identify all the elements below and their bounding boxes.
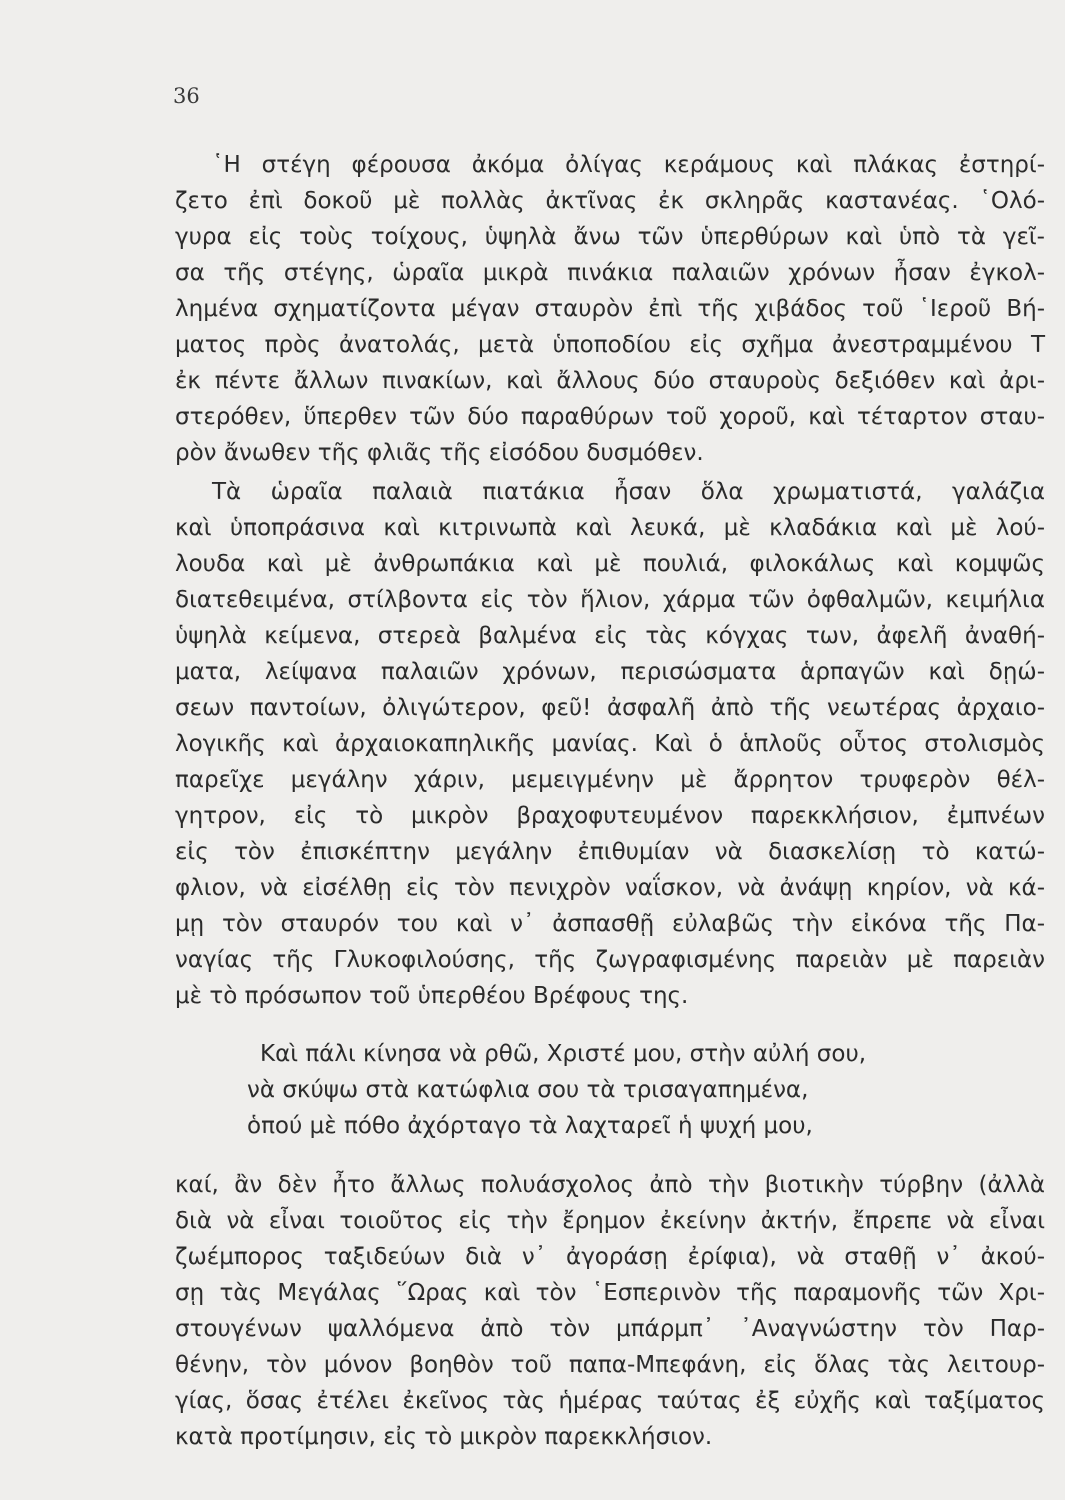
text-line: λογικῆς καὶ ἀρχαιοκαπηλικῆς μανίας. Καὶ ὁ ἁπλοῦς οὗτος στολισμὸς xyxy=(175,731,1045,757)
text-line: καί, ἂν δὲν ἦτο ἄλλως πολυάσχολος ἀπὸ τὴν βιοτικὴν τύρβην (ἀλλὰ xyxy=(175,1172,1045,1198)
text-line: ζωέμπορος ταξιδεύων διὰ ν᾿ ἀγοράσῃ ἐρίφια), νὰ σταθῇ ν᾿ ἀκού- xyxy=(175,1244,1045,1270)
verse-line: ὁπού μὲ πόθο ἀχόρταγο τὰ λαχταρεῖ ἡ ψυχή μου, xyxy=(247,1113,813,1139)
text-line: γητρον, εἰς τὸ μικρὸν βραχοφυτευμένον παρεκκλήσιον, ἐμπνέων xyxy=(175,803,1045,829)
text-line: θένην, τὸν μόνον βοηθὸν τοῦ παπα-Μπεφάνη, εἰς ὅλας τὰς λειτουρ- xyxy=(175,1352,1045,1378)
text-line: ὑψηλὰ κείμενα, στερεὰ βαλμένα εἰς τὰς κόγχας των, ἀφελῆ ἀναθή- xyxy=(175,623,1045,649)
text-line: φλιον, νὰ εἰσέλθῃ εἰς τὸν πενιχρὸν ναΐσκον, νὰ ἀνάψῃ κηρίον, νὰ κά- xyxy=(175,875,1045,901)
text-line: σα τῆς στέγης, ὡραῖα μικρὰ πινάκια παλαιῶν χρόνων ἦσαν ἐγκολ- xyxy=(175,260,1045,286)
text-line: παρεῖχε μεγάλην χάριν, μεμειγμένην μὲ ἄρρητον τρυφερὸν θέλ- xyxy=(175,767,1045,793)
text-line: στερόθεν, ὕπερθεν τῶν δύο παραθύρων τοῦ χοροῦ, καὶ τέταρτον σταυ- xyxy=(175,404,1045,430)
verse-line: Καὶ πάλι κίνησα νὰ ρθῶ, Χριστέ μου, στὴν αὐλή σου, xyxy=(260,1041,867,1067)
text-line: Τὰ ὡραῖα παλαιὰ πιατάκια ἦσαν ὅλα χρωματιστά, γαλάζια xyxy=(212,479,1045,505)
text-line: μῃ τὸν σταυρόν του καὶ ν᾿ ἀσπασθῇ εὐλαβῶς τὴν εἰκόνα τῆς Πα- xyxy=(175,911,1045,937)
text-line: ναγίας τῆς Γλυκοφιλούσης, τῆς ζωγραφισμένης παρειὰν μὲ παρειὰν xyxy=(175,947,1045,973)
text-line: διατεθειμένα, στίλβοντα εἰς τὸν ἥλιον, χάρμα τῶν ὀφθαλμῶν, κειμήλια xyxy=(175,587,1045,613)
text-line: ζετο ἐπὶ δοκοῦ μὲ πολλὰς ἀκτῖνας ἐκ σκληρᾶς καστανέας. ῾Ολό- xyxy=(175,188,1045,214)
text-line: κατὰ προτίμησιν, εἰς τὸ μικρὸν παρεκκλήσιον. xyxy=(175,1424,713,1450)
text-line: διὰ νὰ εἶναι τοιοῦτος εἰς τὴν ἔρημον ἐκείνην ἀκτήν, ἔπρεπε νὰ εἶναι xyxy=(175,1208,1045,1234)
text-line: γίας, ὅσας ἐτέλει ἐκεῖνος τὰς ἡμέρας ταύτας ἐξ εὐχῆς καὶ ταξίματος xyxy=(175,1388,1045,1414)
text-line: λημένα σχηματίζοντα μέγαν σταυρὸν ἐπὶ τῆς χιβάδος τοῦ ῾Ιεροῦ Βή- xyxy=(175,296,1045,322)
text-line: σῃ τὰς Μεγάλας ῞Ωρας καὶ τὸν ῾Εσπερινὸν τῆς παραμονῆς τῶν Χρι- xyxy=(175,1280,1045,1306)
text-line: εἰς τὸν ἐπισκέπτην μεγάλην ἐπιθυμίαν νὰ διασκελίσῃ τὸ κατώ- xyxy=(175,839,1045,865)
text-line: ρὸν ἄνωθεν τῆς φλιᾶς τῆς εἰσόδου δυσμόθεν. xyxy=(175,440,704,466)
text-line: μὲ τὸ πρόσωπον τοῦ ὑπερθέου Βρέφους της. xyxy=(175,983,689,1009)
verse-line: νὰ σκύψω στὰ κατώφλια σου τὰ τρισαγαπημένα, xyxy=(247,1077,809,1103)
text-line: καὶ ὑποπράσινα καὶ κιτρινωπὰ καὶ λευκά, μὲ κλαδάκια καὶ μὲ λού- xyxy=(175,515,1045,541)
text-line: ματα, λείψανα παλαιῶν χρόνων, περισώσματα ἁρπαγῶν καὶ δῃώ- xyxy=(175,659,1045,685)
text-line: στουγένων ψαλλόμενα ἀπὸ τὸν μπάρμπ᾿ ᾿Αναγνώστην τὸν Παρ- xyxy=(175,1316,1045,1342)
text-line: ματος πρὸς ἀνατολάς, μετὰ ὑποποδίου εἰς σχῆμα ἀνεστραμμένου Τ xyxy=(175,332,1045,358)
text-line: γυρα εἰς τοὺς τοίχους, ὑψηλὰ ἄνω τῶν ὑπερθύρων καὶ ὑπὸ τὰ γεῖ- xyxy=(175,224,1045,250)
text-line: ῾Η στέγη φέρουσα ἀκόμα ὀλίγας κεράμους καὶ πλάκας ἐστηρί- xyxy=(212,152,1045,178)
text-line: λουδα καὶ μὲ ἀνθρωπάκια καὶ μὲ πουλιά, φιλοκάλως καὶ κομψῶς xyxy=(175,551,1045,577)
text-line: ἐκ πέντε ἄλλων πινακίων, καὶ ἄλλους δύο σταυροὺς δεξιόθεν καὶ ἀρι- xyxy=(175,368,1045,394)
page-number: 36 xyxy=(173,84,200,108)
text-line: σεων παντοίων, ὀλιγώτερον, φεῦ! ἀσφαλῆ ἀπὸ τῆς νεωτέρας ἀρχαιο- xyxy=(175,695,1045,721)
